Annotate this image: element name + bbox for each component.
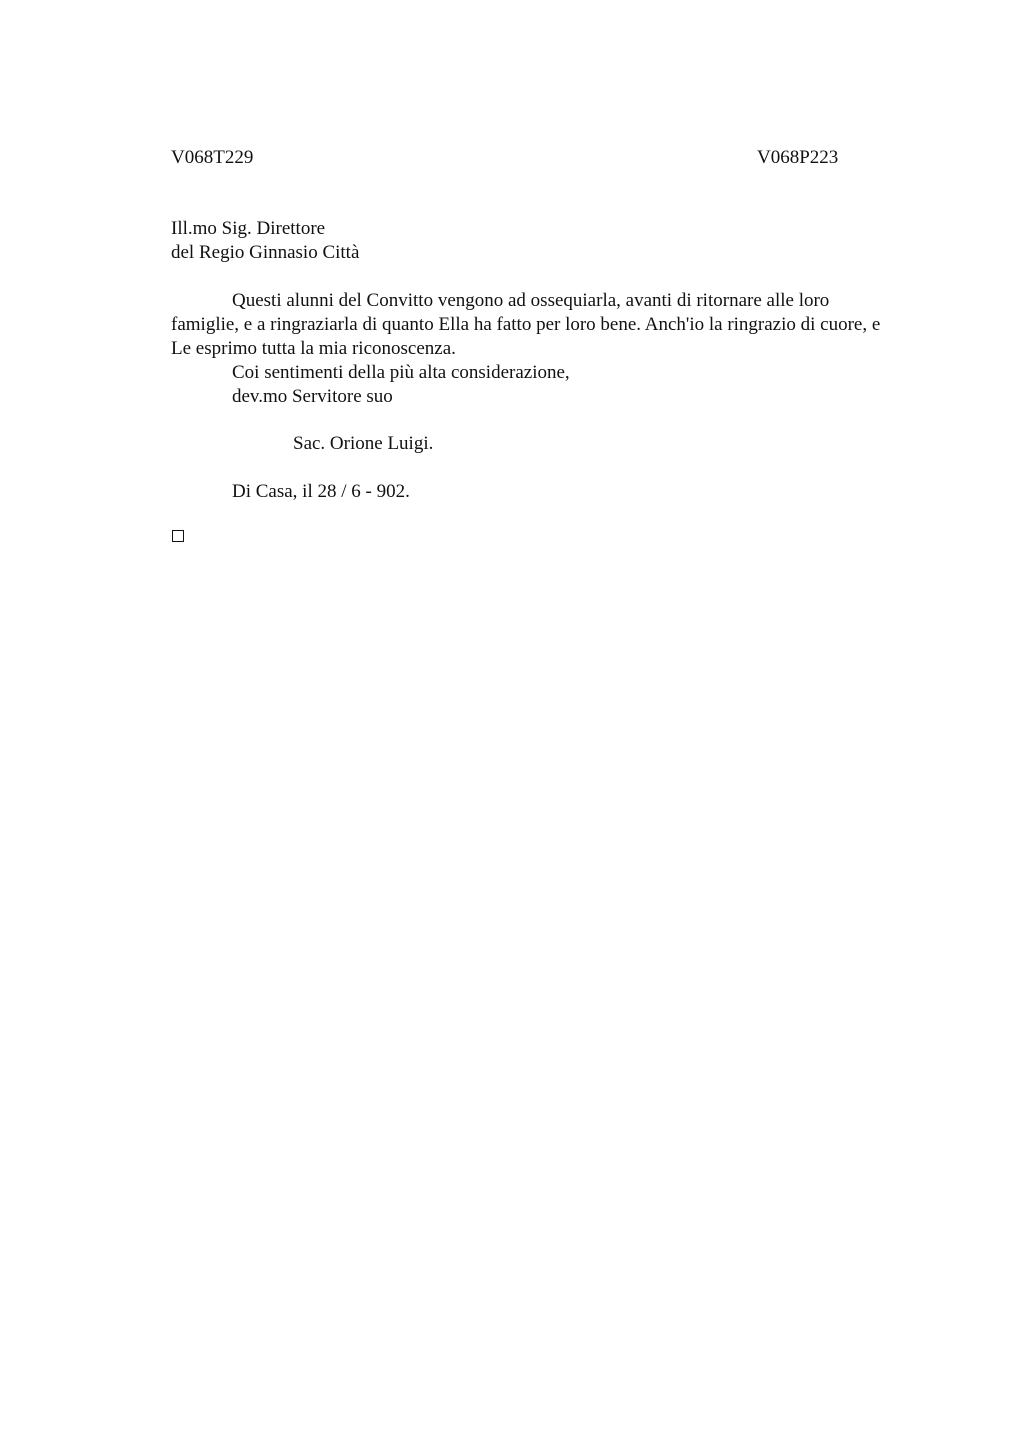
recipient-title: Ill.mo Sig. Direttore (171, 218, 326, 239)
letter-signature: Sac. Orione Luigi. (293, 433, 434, 454)
letter-valediction: dev.mo Servitore suo (232, 386, 393, 407)
letter-body: Questi alunni del Convitto vengono ad ossequiarla, avanti di ritornare alle loro famiglie, e a ringraziarla di quanto Ella ha fatto per loro bene. Anch'io la ringrazio di cuore, e Le esprimo tutta la mia riconoscenza. (171, 290, 881, 359)
document-code-left: V068T229 (171, 147, 254, 168)
document-code-right: V068P223 (757, 147, 839, 168)
letter-date: Di Casa, il 28 / 6 - 902. (232, 481, 410, 502)
recipient-institution: del Regio Ginnasio Città (171, 242, 360, 263)
empty-box-icon (172, 530, 184, 542)
letter-closing: Coi sentimenti della più alta considerazione, (232, 362, 570, 383)
